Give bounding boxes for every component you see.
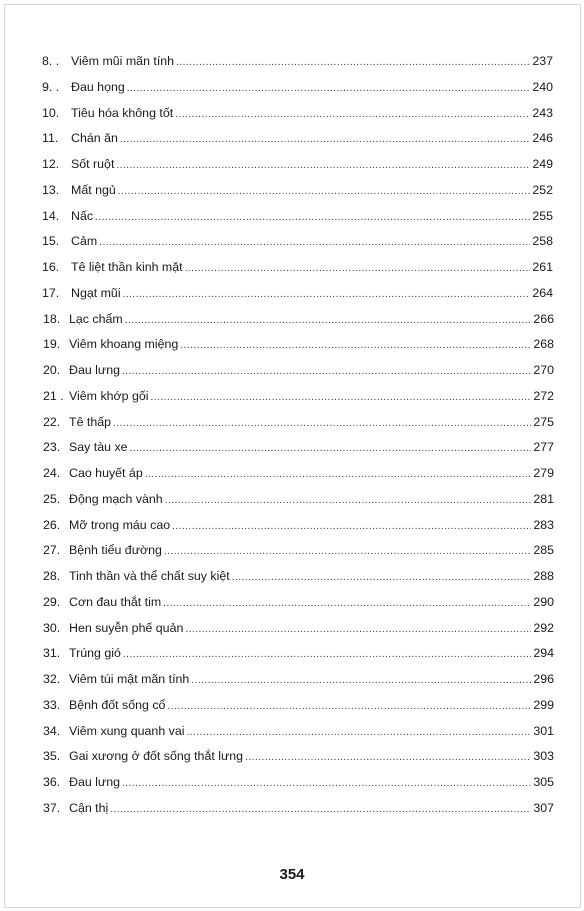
toc-entry-title: Đau họng (71, 79, 125, 94)
toc-entry (43, 666, 554, 692)
toc-entry-page: 279 (533, 466, 554, 480)
dot-leader (165, 488, 532, 514)
toc-entry-number: 18. (43, 311, 61, 326)
toc-entry-title: Viêm khoang miệng (69, 337, 179, 352)
toc-entry-page: 290 (533, 594, 554, 609)
toc-entry (43, 640, 554, 666)
toc-entry (43, 486, 554, 512)
toc-entry-number: 27. (43, 543, 61, 558)
toc-entry-page: 299 (533, 697, 554, 712)
dot-leader (113, 411, 531, 437)
toc-entry-title: Tiêu hóa không tốt (71, 105, 174, 120)
toc-entry (43, 692, 554, 718)
toc-entry (43, 409, 554, 435)
toc-entry-number: 21 . (43, 388, 64, 403)
toc-entry-number: 16. (42, 260, 60, 274)
toc-entry-number: 34. (43, 723, 61, 738)
toc-entry-title: Cao huyết áp (69, 466, 143, 480)
toc-entry-title: Say tàu xe (69, 440, 128, 455)
toc-entry (43, 563, 554, 589)
toc-entry (43, 615, 554, 641)
toc-entry-title: Ngạt mũi (71, 285, 121, 300)
toc-entry-title: Tê thấp (69, 414, 112, 429)
toc-entry (43, 718, 554, 744)
toc-entry (43, 306, 554, 332)
toc-entry-title: Hen suyễn phế quản (69, 620, 184, 635)
toc-entry (43, 383, 554, 409)
toc-entry-page: 281 (533, 491, 554, 506)
toc-entry (42, 203, 553, 229)
toc-entry-page: 246 (532, 131, 553, 146)
toc-entry-number: 12. (42, 157, 60, 171)
toc-entry-number: 19. (43, 337, 61, 352)
toc-entry-page: 285 (533, 543, 554, 558)
toc-entry-title: Viêm xung quanh vai (69, 723, 185, 738)
toc-entry-title: Đau lưng (69, 363, 121, 377)
toc-entry-page: 272 (533, 388, 554, 403)
dot-leader (120, 127, 530, 153)
toc-entry-number: 9. . (42, 79, 60, 94)
dot-leader (167, 694, 531, 720)
toc-entry (43, 357, 554, 383)
toc-entry-number: 10. (42, 105, 60, 120)
toc-entry-title: Mỡ trong máu cao (69, 517, 171, 532)
toc-entry-number: 13. (42, 182, 60, 197)
dot-leader (245, 745, 531, 771)
toc-entry (42, 48, 553, 74)
toc-entry-page: 288 (533, 569, 554, 583)
toc-entry-title: Bệnh đốt sống cổ (69, 697, 166, 712)
toc-entry-number: 25. (43, 491, 61, 506)
toc-entry-page: 266 (533, 311, 554, 326)
toc-entry (42, 125, 553, 151)
toc-entry-number: 8. . (42, 54, 60, 68)
toc-entry-title: Động mạch vành (69, 491, 163, 506)
toc-entry-page: 305 (533, 775, 554, 789)
dot-leader (187, 720, 532, 746)
dot-leader (180, 333, 531, 359)
toc-entry-number: 17. (42, 285, 60, 300)
dot-leader (123, 642, 531, 668)
toc-entry (43, 795, 554, 821)
toc-entry-title: Gai xương ở đốt sống thắt lưng (69, 749, 244, 764)
dot-leader (151, 385, 532, 411)
toc-entry-title: Tê liệt thần kinh mặt (71, 260, 183, 274)
toc-entry-title: Chán ăn (71, 131, 118, 146)
toc-entry-number: 20. (43, 363, 61, 377)
dot-leader (191, 668, 531, 694)
dot-leader (163, 591, 531, 617)
dot-leader (95, 205, 530, 231)
toc-entry-number: 15. (42, 234, 60, 249)
toc-entry-page: 264 (532, 285, 553, 300)
toc-entry (42, 74, 553, 100)
dot-leader (116, 153, 530, 179)
dot-leader (130, 436, 532, 462)
toc-entry (43, 434, 554, 460)
toc-entry-page: 270 (533, 363, 554, 377)
toc-entry-page: 261 (532, 260, 553, 274)
toc-entry-number: 31. (43, 646, 61, 661)
dot-leader (175, 102, 530, 128)
toc-entry-number: 14. (42, 208, 60, 223)
toc-entry-title: Bệnh tiểu đường (69, 543, 162, 558)
toc-entry-page: 301 (533, 723, 554, 738)
toc-entry-page: 240 (532, 79, 553, 94)
toc-entry-page: 303 (533, 749, 554, 764)
toc-entry-number: 28. (43, 569, 61, 583)
toc-entry-number: 22. (43, 414, 61, 429)
toc-entry-number: 24. (43, 466, 61, 480)
toc-entry-page: 292 (533, 620, 554, 635)
dot-leader (118, 179, 531, 205)
toc-entry (43, 512, 554, 538)
toc-entry-title: Sốt ruột (71, 157, 115, 171)
toc-entry-page: 258 (532, 234, 553, 249)
toc-entry-page: 243 (532, 105, 553, 120)
toc-entry-title: Viêm mũi mãn tính (71, 54, 175, 68)
toc-entry-number: 26. (43, 517, 61, 532)
dot-leader (176, 50, 530, 76)
dot-leader (123, 282, 531, 308)
toc-entry-page: 255 (532, 208, 553, 223)
toc-entry-number: 29. (43, 594, 61, 609)
toc-entry-title: Cơn đau thắt tim (69, 594, 162, 609)
toc-entry (43, 769, 554, 795)
dot-leader (122, 771, 531, 797)
toc-entry-number: 11. (42, 131, 59, 146)
toc-entry-title: Mất ngủ (71, 182, 116, 197)
toc-entry (43, 743, 554, 769)
dot-leader (232, 565, 532, 591)
toc-entry-title: Trúng gió (69, 646, 121, 661)
toc-entry-page: 268 (533, 337, 554, 352)
toc-entry-title: Cảm (71, 234, 98, 249)
toc-entry-title: Cận thị (69, 800, 109, 815)
dot-leader (125, 308, 532, 334)
toc-entry (42, 228, 553, 254)
toc-entry (42, 100, 553, 126)
toc-entry-page: 252 (532, 182, 553, 197)
toc-entry-title: Tinh thần và thể chất suy kiệt (69, 569, 230, 583)
toc-entry-page: 307 (533, 800, 554, 815)
toc-entry (42, 177, 553, 203)
toc-entry-number: 37. (43, 800, 61, 815)
page-number: 354 (279, 866, 305, 883)
toc-entry (42, 254, 553, 280)
toc-entry (42, 151, 553, 177)
toc-entry (43, 331, 554, 357)
dot-leader (185, 617, 531, 643)
toc-entry-number: 36. (43, 775, 61, 789)
toc-entry (43, 589, 554, 615)
dot-leader (164, 539, 531, 565)
dot-leader (110, 797, 531, 823)
toc-entry-number: 32. (43, 672, 61, 686)
dot-leader (185, 256, 531, 282)
toc-entry-number: 33. (43, 697, 61, 712)
toc-entry-title: Viêm túi mật mãn tính (69, 672, 190, 686)
toc-entry-title: Nấc (71, 208, 94, 223)
toc-entry-page: 296 (533, 672, 554, 686)
toc-entry-title: Viêm khớp gối (69, 388, 149, 403)
dot-leader (122, 359, 531, 385)
toc-entry-number: 35. (43, 749, 61, 764)
toc-entry-number: 30. (43, 620, 61, 635)
toc-entry-title: Lạc chẩm (69, 311, 123, 326)
dot-leader (172, 514, 531, 540)
toc-entry-page: 237 (532, 54, 553, 68)
dot-leader (145, 462, 532, 488)
toc-entry (42, 280, 553, 306)
toc-entry-page: 294 (533, 646, 554, 661)
toc-entry (43, 537, 554, 563)
dot-leader (99, 230, 530, 256)
toc-entry (43, 460, 554, 486)
toc-entry-title: Đau lưng (69, 775, 121, 789)
toc-entry-page: 283 (533, 517, 554, 532)
toc-entry-page: 249 (532, 157, 553, 171)
toc-entry-number: 23. (43, 440, 61, 455)
dot-leader (127, 76, 531, 102)
toc-entry-page: 277 (533, 440, 554, 455)
toc-entry-page: 275 (533, 414, 554, 429)
